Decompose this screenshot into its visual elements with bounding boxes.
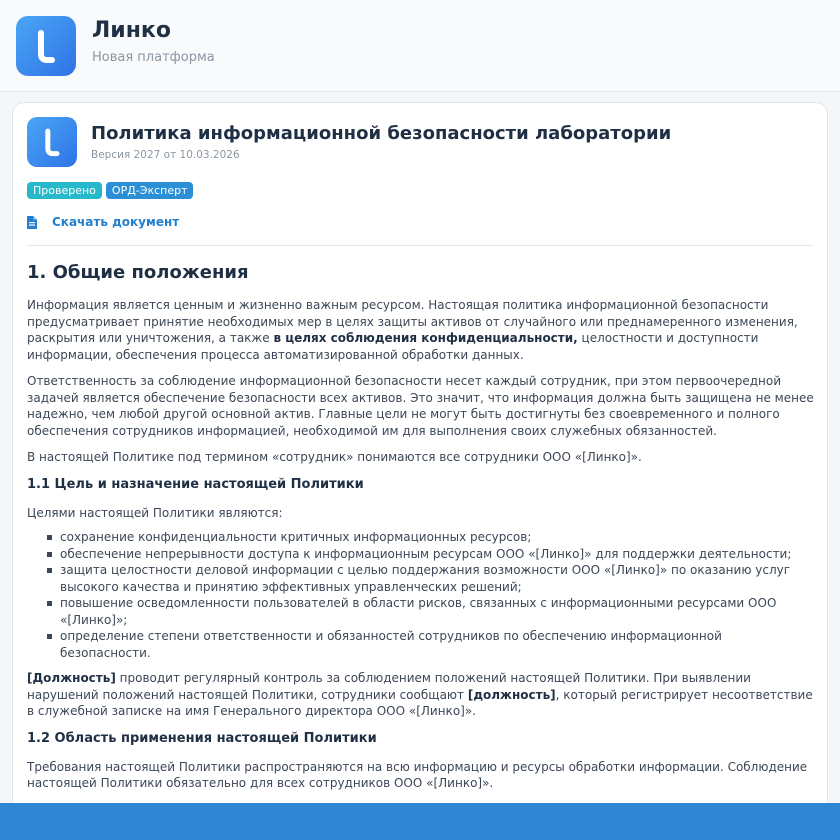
paragraph-text: целостности и доступности информации, обеспечения процесса автоматизированной обработки данных. [27,331,759,362]
app-title: Линко [92,18,171,43]
document-content [27,261,815,802]
emphasis: в целях соблюдения конфиденциальности, [273,331,578,345]
linko-logo-icon [16,16,76,76]
subsection-heading: 1.2 Область применения настоящей Политики [27,730,377,746]
document-title: Политика информационной безопасности лаборатории [91,123,672,144]
app-subtitle: Новая платформа [92,50,215,65]
list-item: защита целостности деловой информации с целью поддержания возможности ООО «[Линко]» по оказанию услуг высокого качества и принятию эффективных управленческих решений; [45,562,815,595]
paragraph: Требования настоящей Политики распространяются на всю информацию и ресурсы обработки информации. Соблюдение настоящей Политики обязательно для всех сотрудников ООО «[Линко]». [27,759,808,790]
subsection-heading: 1.1 Цель и назначение настоящей Политики [27,476,364,492]
paragraph: В настоящей Политике под термином «сотрудник» понимаются все сотрудники ООО «[Линко]». [27,450,642,464]
paragraph [27,297,815,363]
list-item: сохранение конфиденциальности критичных информационных ресурсов; [45,529,815,546]
list-item: повышение осведомленности пользователей в области рисков, связанных с информационными ресурсами ООО «[Линко]»; [45,595,815,628]
expert-badge: ОРД-Эксперт [106,182,194,199]
paragraph-text: проводит регулярный контроль за соблюдением положений настоящей Политики. При выявлении нарушений положений настоящей Политики, сотрудники сообщают [27,671,751,702]
app-header [0,0,840,92]
download-document-link[interactable] [27,215,179,229]
list-item: обеспечение непрерывности доступа к информационным ресурсам ООО «[Линко]» для поддержки деятельности; [45,546,815,563]
emphasis: [Должность] [27,671,116,685]
paragraph: Ответственность за соблюдение информационной безопасности несет каждый сотрудник, при этом первоочередной задачей является обеспечение безопасности всех активов. Это значит, что информация должна быть защищена не менее надежно, чем любой другой основной актив. Главные цели не могут быть достигнуты без своевременного и полного обеспечения сотрудников информацией, необходимой им для выполнения своих служебных обязанностей. [27,374,814,438]
paragraph: Целями настоящей Политики являются: [27,505,283,520]
list-item: определение степени ответственности и обязанностей сотрудников по обеспечению информационной безопасности. [45,628,815,661]
document-logo-icon [27,117,77,167]
paragraph [27,670,815,720]
paragraph-text: Информация является ценным и жизненно важным ресурсом. Настоящая политика информационной безопасности предусматривает принятие необходимых мер в целях защиты активов от случайного или преднамеренного изменения, раскрытия или уничтожения, а также [27,298,798,345]
goals-list [45,529,815,661]
document-icon [27,216,37,229]
document-card [12,102,828,840]
section-heading: 1. Общие положения [27,262,249,283]
divider [27,245,813,246]
bottom-bar [0,803,840,840]
badge-list [27,182,193,199]
document-version: Версия 2027 от 10.03.2026 [91,149,240,161]
emphasis: [должность] [467,687,556,702]
paragraph-text: , который регистрирует несоответствие в служебной записке на имя Генерального директора ООО «[Линко]». [27,687,813,718]
verified-badge: Проверено [27,182,102,199]
download-label: Скачать документ [52,215,180,229]
